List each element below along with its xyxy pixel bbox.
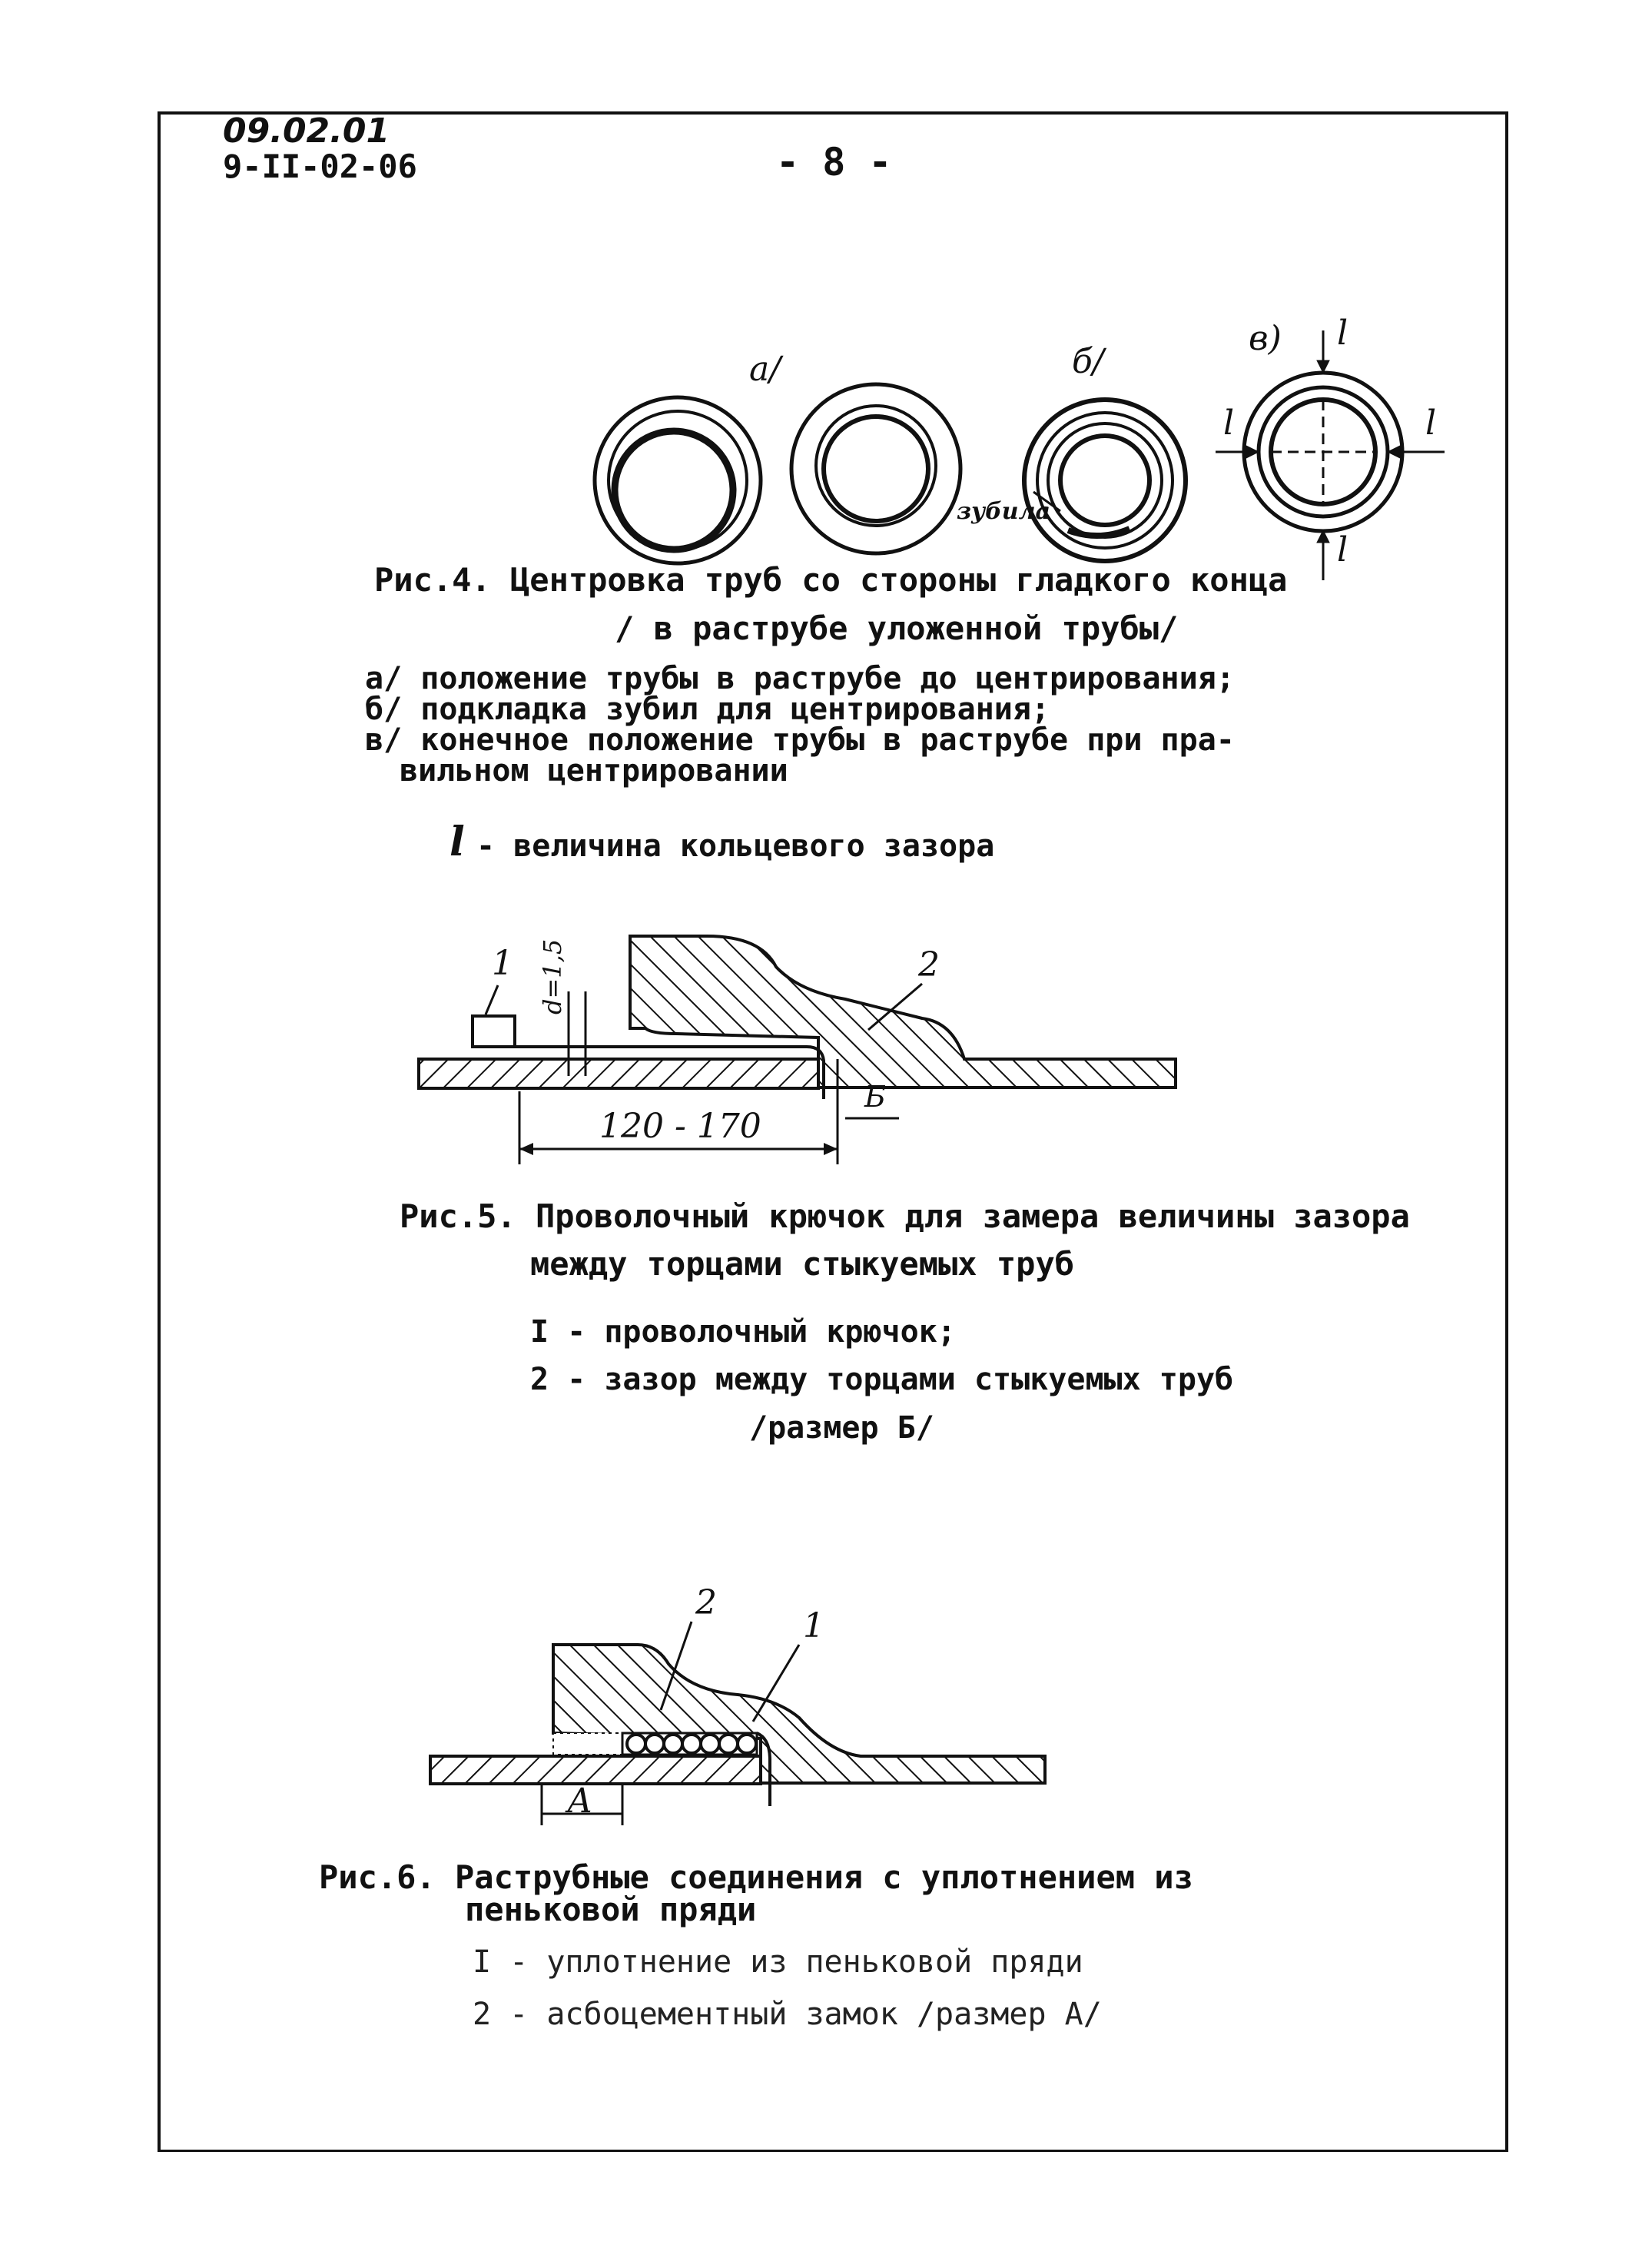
fig4-caption-line2: / в раструбе уложенной трубы/ (615, 609, 1179, 647)
fig4-label-zubila: зубила (957, 498, 1050, 525)
fig4-ring-a1 (595, 397, 761, 563)
fig5-item-2-cont: /размер Б/ (749, 1410, 934, 1446)
fig5-drawing (419, 936, 1176, 1164)
fig4-ring-v (1216, 330, 1445, 580)
fig4-item-a: а/ положение трубы в раструбе до центрирования; (365, 661, 1235, 696)
document-code: 9-II-02-06 (223, 148, 417, 185)
fig5-caption-line2: между торцами стыкуемых труб (530, 1245, 1075, 1283)
fig4-item-v-line2: вильном центрировании (400, 753, 788, 789)
fig5-caption-line1: Рис.5. Проволочный крючок для замера величины зазора (400, 1197, 1410, 1235)
fig4-label-l-bottom: l (1337, 530, 1348, 569)
fig4-label-l-top: l (1337, 314, 1348, 353)
page-number: - 8 - (776, 140, 892, 184)
fig4-label-v: в) (1249, 319, 1282, 358)
fig5-label-1: 1 (492, 944, 513, 983)
fig6-label-1: 1 (803, 1606, 824, 1645)
fig4-caption-line1: Рис.4. Центровка труб со стороны гладкого конца (374, 561, 1288, 599)
fig6-caption-line2: пеньковой пряди (465, 1891, 757, 1928)
fig4-legend-text: - величина кольцевого зазора (476, 828, 995, 864)
fig4-item-b: б/ подкладка зубил для центрирования; (365, 692, 1050, 727)
document-code-top: 09.02.01 (223, 111, 390, 151)
fig6-item-1: I - уплотнение из пеньковой пряди (473, 1944, 1083, 1980)
fig4-label-l-left: l (1223, 403, 1235, 443)
fig5-label-2: 2 (918, 945, 940, 985)
fig6-drawing (430, 1622, 1045, 1825)
fig4-ring-a2 (791, 384, 960, 553)
fig5-label-b: Б (864, 1080, 886, 1114)
fig5-dimension: 120 - 170 (599, 1107, 761, 1146)
fig6-label-a: А (567, 1781, 593, 1821)
fig4-ring-b (1024, 400, 1186, 561)
fig6-label-2: 2 (695, 1583, 717, 1622)
fig4-label-a: а/ (749, 350, 781, 389)
fig4-label-l-right: l (1425, 403, 1437, 443)
fig6-caption-line1: Рис.6. Раструбные соединения с уплотнением из (319, 1858, 1193, 1896)
fig4-legend-symbol: l (449, 819, 465, 865)
fig5-item-2: 2 - зазор между торцами стыкуемых труб (530, 1362, 1234, 1397)
fig4-item-v-line1: в/ конечное положение трубы в раструбе при пра- (365, 722, 1235, 758)
fig4-label-b: б/ (1072, 342, 1104, 381)
fig5-label-d: d=1,5 (538, 938, 567, 1014)
fig5-item-1: I - проволочный крючок; (530, 1314, 956, 1350)
fig6-item-2: 2 - асбоцементный замок /размер А/ (473, 1997, 1102, 2032)
